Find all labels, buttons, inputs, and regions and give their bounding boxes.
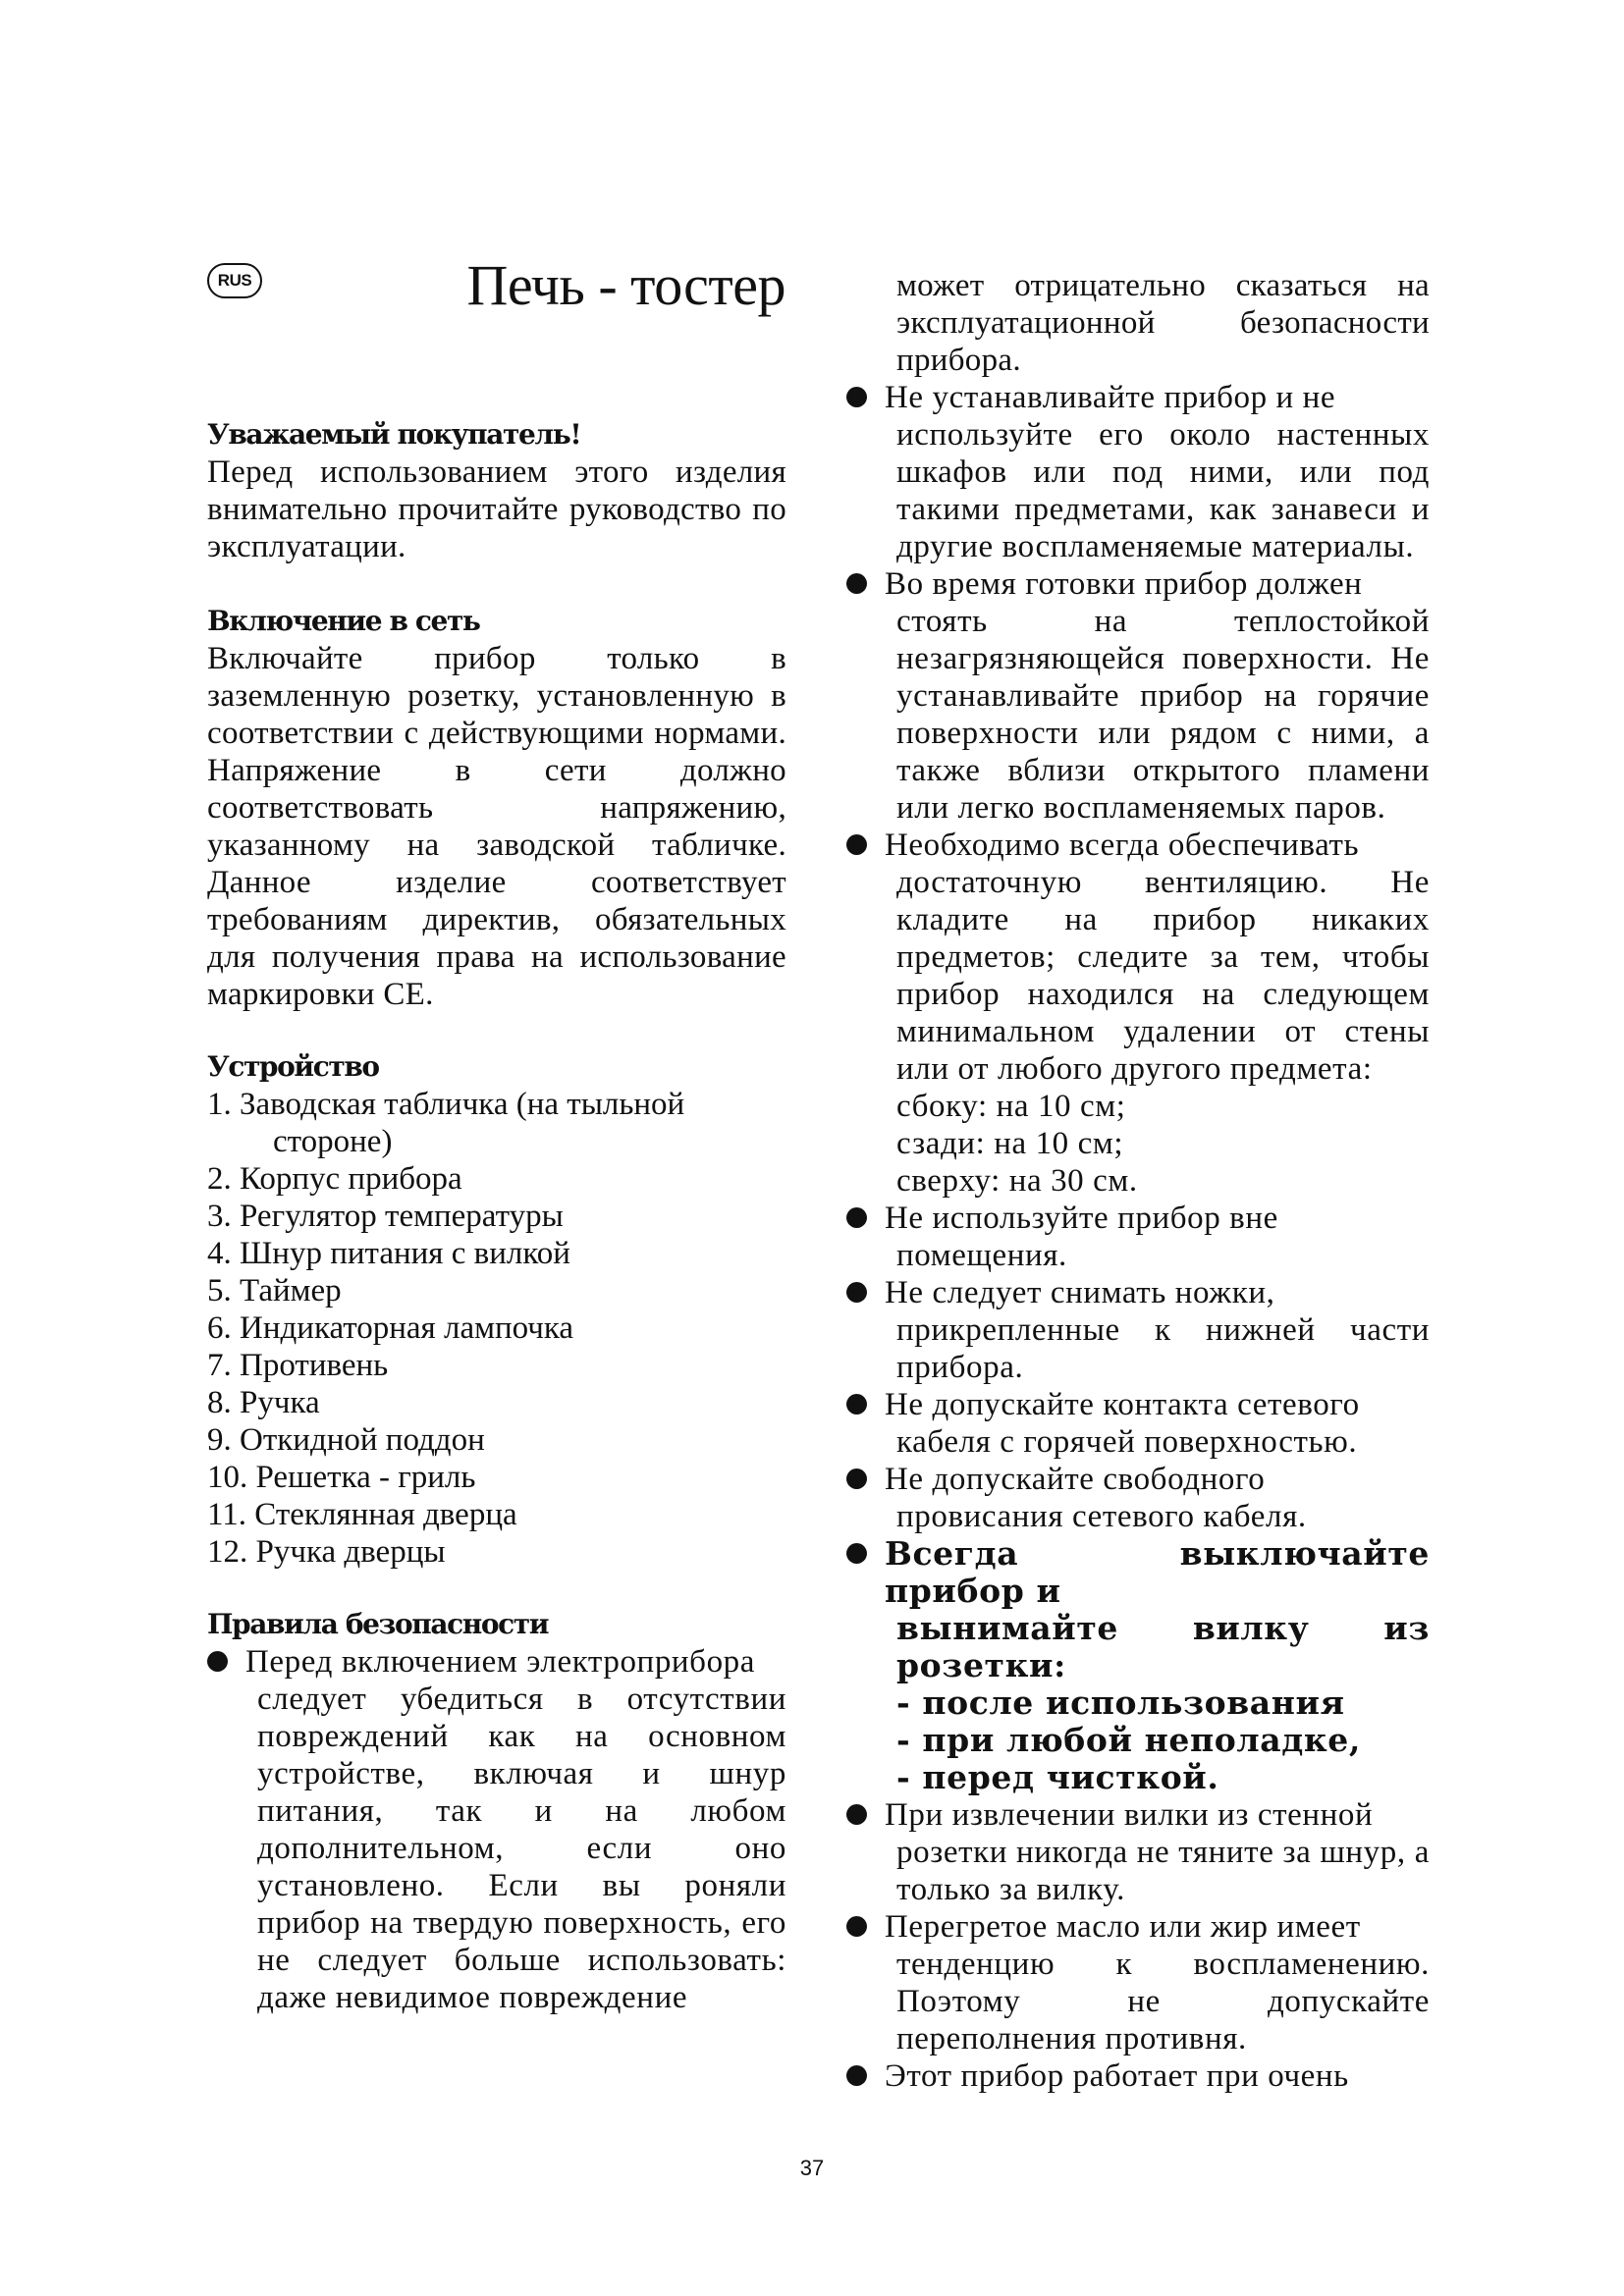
list-item <box>207 1086 786 1160</box>
bullet-first-line: При извлечении вилки из стенной <box>885 1797 1374 1833</box>
part-1-line-1: 1. Заводская табличка (на тыльной <box>207 1087 685 1122</box>
bullet-first-line: Не следует снимать ножки, <box>885 1275 1275 1310</box>
bullet-body: тенденцию к воспламенению. Поэтому не допускайте переполнения противня. <box>896 1947 1430 2056</box>
list-item <box>846 1461 1430 1535</box>
device-section <box>207 1048 786 1571</box>
list-item <box>846 1796 1430 1908</box>
distance-side: сбоку: на 10 см; <box>896 1089 1126 1124</box>
list-item <box>846 1200 1430 1274</box>
list-item: 11. Стеклянная дверца <box>207 1497 517 1532</box>
bullet-icon <box>846 1207 867 1228</box>
bullet-first-line: Не используйте прибор вне <box>885 1201 1278 1236</box>
safety-heading: Правила безопасности <box>207 1608 549 1640</box>
bullet-first-line: Необходимо всегда обеспечивать <box>885 828 1360 863</box>
page-number: 37 <box>799 2156 825 2180</box>
power-text: Включайте прибор только в заземленную розетку, установленную в соответствии с действующими нормами. Напряжение в сети должно соответствовать напряжению, указанному на заводской табличке. Данное изделие соответствует требованиям директив, обязательных для получения права на использование маркировки CE. <box>207 641 786 1012</box>
bullet-icon <box>846 2065 867 2086</box>
bullet-icon <box>846 1543 867 1564</box>
bullet-icon <box>207 1651 228 1672</box>
bullet-icon <box>846 1804 867 1825</box>
power-heading: Включение в сеть <box>207 605 480 637</box>
bullet-body: помещения. <box>896 1238 1067 1273</box>
list-item: 7. Противень <box>207 1348 389 1383</box>
lang-badge: RUS <box>207 263 262 298</box>
page-title: Печь - тостер <box>466 253 785 317</box>
bullet-first-line: Не устанавливайте прибор и не <box>885 380 1336 415</box>
bullet-body: розетки никогда не тяните за шнур, а только за вилку. <box>896 1835 1430 1907</box>
greeting-heading: Уважаемый покупатель! <box>207 418 581 451</box>
list-item: 9. Откидной поддон <box>207 1422 485 1458</box>
bullet-icon <box>846 387 867 407</box>
bullet-first-line: Во время готовки прибор должен <box>885 566 1363 602</box>
bullet-icon <box>846 573 867 594</box>
list-item <box>846 1535 1430 1796</box>
bullet-body: прикрепленные к нижней части прибора. <box>896 1312 1430 1385</box>
list-item: 5. Таймер <box>207 1273 342 1308</box>
bold-bullet-second-line: вынимайте вилку из розетки: <box>896 1609 1430 1684</box>
bullet-body: используйте его около настенных шкафов или под ними, или под такими предметами, как занавеси и другие воспламеняемые материалы. <box>896 417 1430 564</box>
bold-sub-malfunction: - при любой неполадке, <box>896 1721 1361 1759</box>
bullet-body: достаточную вентиляцию. Не кладите на прибор никаких предметов; следите за тем, чтобы прибор находился на следующем минимальном удалении от стены или от любого другого предмета: <box>896 865 1430 1087</box>
safety-list-right <box>846 379 1430 2095</box>
bullet-body: провисания сетевого кабеля. <box>896 1499 1307 1534</box>
bold-sub-after-use: - после использования <box>896 1683 1345 1722</box>
bullet-body: стоять на теплостойкой незагрязняющейся поверхности. Не устанавливайте прибор на горячие поверхности или рядом с ними, а также вблизи открытого пламени или легко воспламеняемых паров. <box>896 604 1430 826</box>
list-item <box>846 379 1430 565</box>
continuation-text: может отрицательно сказаться на эксплуатационной безопасности прибора. <box>896 268 1430 378</box>
bullet-body: следует убедиться в отсутствии повреждений как на основном устройстве, включая и шнур питания, так и на любом дополнительном, если оно установлено. Если вы роняли прибор на твердую поверхность, его не следует больше использовать: даже невидимое повреждение <box>257 1682 786 2015</box>
list-item: 8. Ручка <box>207 1385 320 1420</box>
power-section <box>207 603 786 1013</box>
list-item: 10. Решетка - гриль <box>207 1460 476 1495</box>
bullet-icon <box>846 1468 867 1489</box>
greeting-section <box>207 416 786 565</box>
list-item: 12. Ручка дверцы <box>207 1534 446 1570</box>
list-item <box>846 1908 1430 2057</box>
list-item <box>846 1274 1430 1386</box>
bullet-icon <box>846 834 867 855</box>
list-item <box>846 565 1430 827</box>
list-item <box>846 1386 1430 1461</box>
list-item <box>846 2057 1430 2095</box>
device-parts-list <box>207 1086 786 1571</box>
bold-sub-before-cleaning: - перед чисткой. <box>896 1758 1219 1796</box>
bullet-icon <box>846 1394 867 1415</box>
list-item: 6. Индикаторная лампочка <box>207 1310 574 1346</box>
device-heading: Устройство <box>207 1050 379 1083</box>
bullet-first-line: Не допускайте свободного <box>885 1462 1266 1497</box>
bullet-first-line: Не допускайте контакта сетевого <box>885 1387 1360 1422</box>
list-item: 3. Регулятор температуры <box>207 1199 564 1234</box>
distance-back: сзади: на 10 см; <box>896 1126 1124 1161</box>
safety-list-left <box>207 1643 786 2016</box>
bullet-first-line: Перегретое масло или жир имеет <box>885 1909 1361 1945</box>
list-item: 2. Корпус прибора <box>207 1161 462 1197</box>
bold-bullet-first-line: Всегда выключайте прибор и <box>885 1534 1430 1610</box>
list-item <box>846 827 1430 1200</box>
safety-section <box>207 1606 786 2016</box>
distance-top: сверху: на 30 см. <box>896 1163 1138 1199</box>
list-item <box>207 1643 786 2016</box>
bullet-first-line: Перед включением электроприбора <box>245 1644 756 1680</box>
safety-continued <box>846 267 1430 2095</box>
bullet-body: кабеля с горячей поверхностью. <box>896 1424 1358 1460</box>
part-1-line-2: стороне) <box>273 1124 393 1159</box>
bullet-icon <box>846 1282 867 1303</box>
greeting-text: Перед использованием этого изделия внимательно прочитайте руководство по эксплуатации. <box>207 454 786 564</box>
bullet-first-line: Этот прибор работает при очень <box>885 2058 1349 2094</box>
list-item: 4. Шнур питания с вилкой <box>207 1236 570 1271</box>
bullet-icon <box>846 1916 867 1937</box>
